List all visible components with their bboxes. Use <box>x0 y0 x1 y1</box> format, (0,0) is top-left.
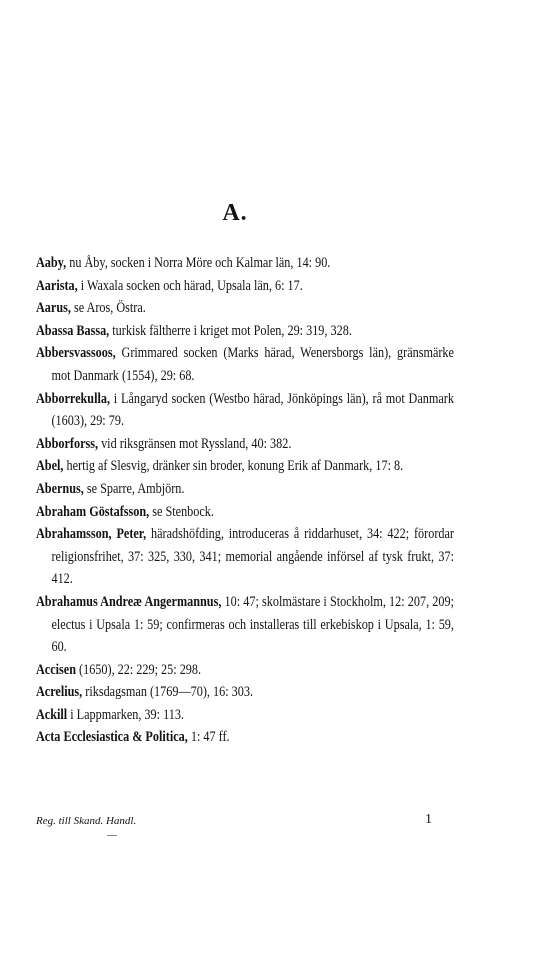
entry-text: turkisk fältherre i kriget mot Polen, 29: 319, 328. <box>109 322 352 339</box>
entry-text: hertig af Slesvig, dränker sin broder, konung Erik af Danmark, 17: 8. <box>63 458 404 475</box>
index-entry <box>36 252 454 275</box>
entry-headword: Aaby, <box>36 255 67 271</box>
index-entry <box>36 591 454 659</box>
index-entry <box>36 501 454 524</box>
index-entry <box>36 342 454 387</box>
index-entries <box>36 252 454 749</box>
entry-headword: Ackill <box>36 706 68 723</box>
index-entry <box>36 275 454 298</box>
entry-headword: Abassa Bassa, <box>36 322 110 339</box>
entry-text: i Waxala socken och härad, Upsala län, 6: 17. <box>77 277 303 294</box>
entry-headword: Abrahamus Andreæ Angermannus, <box>36 593 222 610</box>
entry-text: 10: 47; skolmästare i Stockholm, 12: 207, 209; electus i Upsala 1: 59; confirmeras och installeras till erkebiskop i Upsala, 1: 59, 60. <box>51 593 454 656</box>
entry-headword: Aarus, <box>36 300 71 317</box>
section-letter: A. <box>222 200 248 226</box>
entry-text: riksdagsman (1769—70), 16: 303. <box>82 684 254 701</box>
entry-headword: Abraham Göstafsson, <box>36 503 150 520</box>
entry-text: i Lappmarken, 39: 113. <box>67 706 184 723</box>
index-entry <box>36 478 454 501</box>
entry-text: (1650), 22: 229; 25: 298. <box>75 661 202 678</box>
entry-headword: Abborrekulla, <box>36 390 111 407</box>
entry-headword: Acrelius, <box>36 684 83 701</box>
entry-text: Grimmared socken (Marks härad, Wenersborgs län), gränsmärke mot Danmark (1554), 29: 68. <box>51 345 454 384</box>
entry-headword: Abrahamsson, Peter, <box>36 526 147 543</box>
entry-text: 1: 47 ff. <box>187 729 230 746</box>
entry-text: se Stenbock. <box>149 503 214 520</box>
index-entry <box>36 320 454 343</box>
index-entry <box>36 388 454 433</box>
entry-headword: Abborforss, <box>36 435 99 452</box>
entry-text: se Aros, Östra. <box>70 300 146 317</box>
entry-text: i Långaryd socken (Westbo härad, Jönköpings län), rå mot Danmark (1603), 29: 79. <box>51 390 454 430</box>
index-entry <box>36 726 454 749</box>
index-entry <box>36 704 454 727</box>
entry-headword: Abernus, <box>36 480 84 497</box>
footer-signature: Reg. till Skand. Handl. <box>36 815 137 827</box>
index-entry <box>36 681 454 704</box>
index-entry <box>36 659 454 682</box>
entry-text: se Sparre, Ambjörn. <box>83 480 185 497</box>
entry-headword: Acta Ecclesiastica & Politica, <box>36 729 188 746</box>
entry-text: vid riksgränsen mot Ryssland, 40: 382. <box>98 435 292 452</box>
entry-text: häradshöfding, introduceras å riddarhuset, 34: 422; förordar religionsfrihet, 37: 325, 330, 341; memorial angående införsel af tysk frukt, 37: 412. <box>51 526 454 588</box>
page-number: 1 <box>425 812 432 827</box>
entry-headword: Accisen <box>36 661 76 678</box>
entry-headword: Abbersvassoos, <box>36 345 116 362</box>
entry-headword: Aarista, <box>36 277 78 294</box>
index-entry <box>36 297 454 320</box>
entry-headword: Abel, <box>36 458 64 475</box>
footer-mark <box>107 835 117 836</box>
index-entry <box>36 455 454 478</box>
index-entry <box>36 433 454 456</box>
index-entry <box>36 523 454 591</box>
entry-text: nu Åby, socken i Norra Möre och Kalmar län, 14: 90. <box>66 255 331 271</box>
